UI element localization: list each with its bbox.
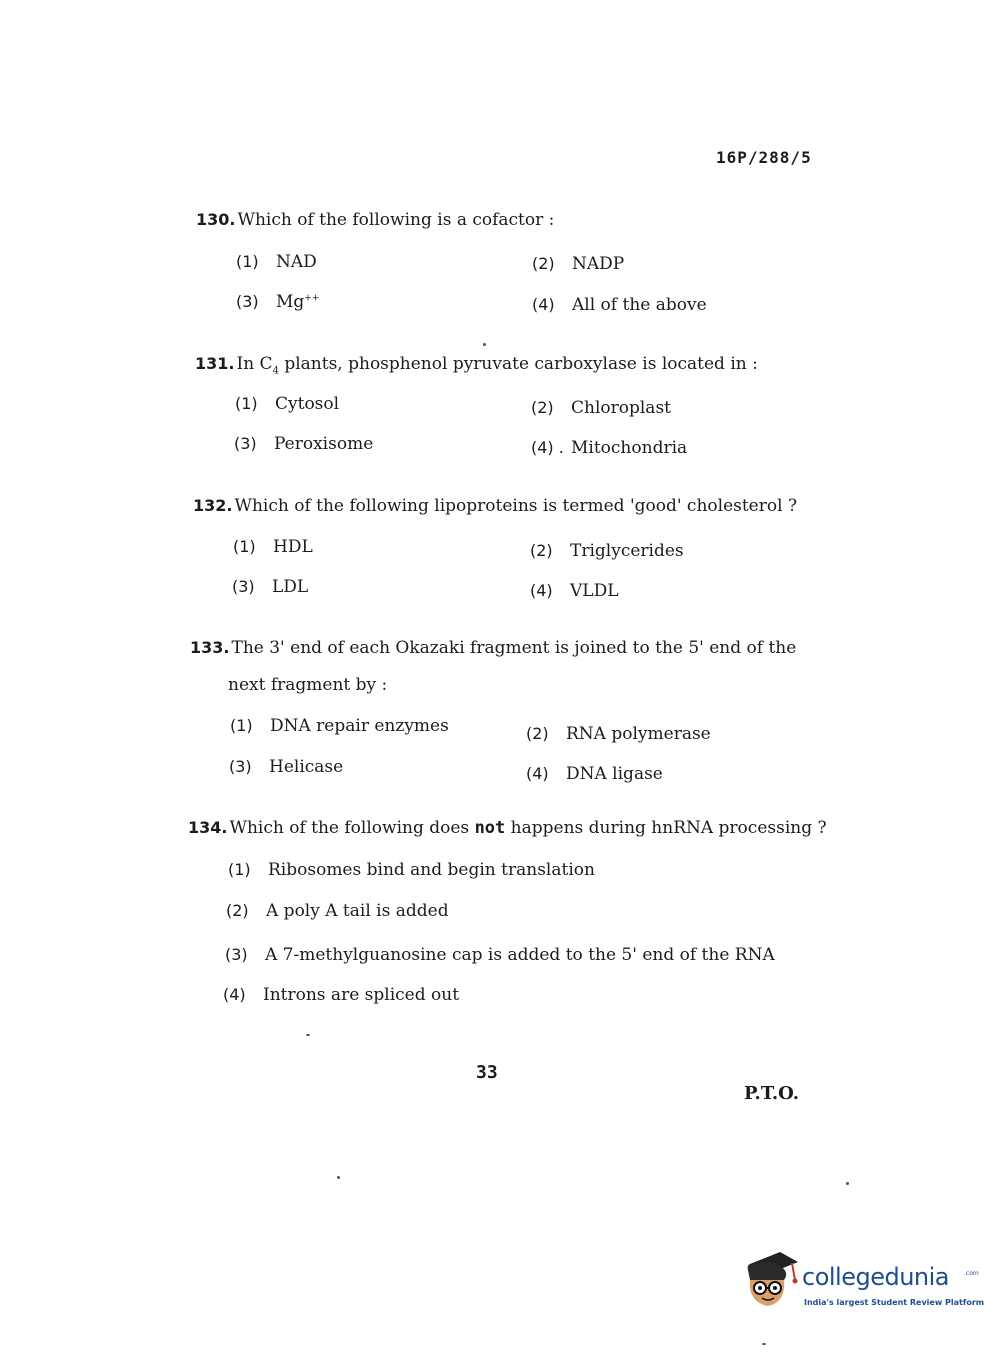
brand-tagline: India's largest Student Review Platform <box>804 1298 985 1307</box>
option-text: LDL <box>272 577 309 597</box>
option-4 <box>532 295 707 315</box>
brand-name: collegedunia <box>802 1263 950 1291</box>
please-turn-over: P.T.O. <box>744 1083 800 1104</box>
option-number: (2) <box>526 724 549 743</box>
option-number: (4) <box>223 985 246 1004</box>
option-1 <box>235 394 339 414</box>
option-text: All of the above <box>572 295 707 315</box>
question-text-a: In C <box>236 354 273 374</box>
option-text: HDL <box>273 537 313 557</box>
option-1 <box>230 716 449 736</box>
option-number: (1) <box>235 394 258 413</box>
scan-speck <box>846 1182 849 1185</box>
option-text: NAD <box>276 252 317 272</box>
option-4 <box>531 438 687 458</box>
question-text-b: plants, phosphenol pyruvate carboxylase is located in : <box>278 354 758 374</box>
option-number: (1) <box>228 860 251 879</box>
option-1 <box>228 860 595 880</box>
option-4 <box>526 764 663 784</box>
question-text-a: Which of the following does <box>229 818 475 838</box>
option-text: Chloroplast <box>571 398 671 418</box>
question-text-continued: next fragment by : <box>228 675 388 695</box>
option-3 <box>232 577 308 597</box>
option-2 <box>532 254 624 274</box>
question-text: Which of the following lipoproteins is termed 'good' cholesterol ? <box>234 496 798 516</box>
question-number: 133. <box>190 638 230 657</box>
option-3 <box>236 292 319 312</box>
scan-speck <box>337 1176 340 1179</box>
option-1 <box>233 537 313 557</box>
question-emphasis: not <box>474 818 506 838</box>
option-number: (2) <box>531 398 554 417</box>
option-number: (1) <box>233 537 256 556</box>
option-4 <box>530 581 619 601</box>
question-text-b: happens during hnRNA processing ? <box>505 818 827 838</box>
option-superscript: ++ <box>304 293 320 304</box>
option-3 <box>234 434 373 454</box>
option-text: Helicase <box>269 757 344 777</box>
option-number: (3) <box>229 757 252 776</box>
question-number: 131. <box>195 354 235 373</box>
option-1 <box>236 252 317 272</box>
option-text: Triglycerides <box>570 541 684 561</box>
option-text: A 7-methylguanosine cap is added to the 5' end of the RNA <box>265 945 775 965</box>
option-text: DNA ligase <box>566 764 663 784</box>
question-text: Which of the following is a cofactor : <box>237 210 555 230</box>
option-number: (2) <box>532 254 555 273</box>
option-number: (4) <box>530 581 553 600</box>
option-text: Peroxisome <box>274 434 374 454</box>
option-number: (2) <box>530 541 553 560</box>
option-number: (3) <box>236 292 259 311</box>
question-text: The 3' end of each Okazaki fragment is joined to the 5' end of the <box>231 638 797 658</box>
question-stem <box>196 210 554 230</box>
brand-domain: .com <box>964 1270 979 1277</box>
mascot-icon <box>740 1250 800 1314</box>
option-text: A poly A tail is added <box>266 901 449 921</box>
option-text: Mitochondria <box>571 438 688 458</box>
option-number: (1) <box>230 716 253 735</box>
option-number: (4) . <box>531 438 564 457</box>
option-number: (1) <box>236 252 259 271</box>
question-stem <box>190 638 796 658</box>
option-number: (3) <box>232 577 255 596</box>
question-stem <box>188 818 827 838</box>
option-2 <box>226 901 449 921</box>
option-4 <box>223 985 459 1005</box>
option-text: Introns are spliced out <box>263 985 460 1005</box>
option-number: (2) <box>226 901 249 920</box>
watermark-logo <box>740 1250 985 1320</box>
option-text: RNA polymerase <box>566 724 711 744</box>
question-subscript: 4 <box>272 365 279 377</box>
option-text: NADP <box>572 254 625 274</box>
question-number: 134. <box>188 818 228 837</box>
option-3 <box>225 945 775 965</box>
page-number: 33 <box>476 1062 498 1083</box>
option-number: (3) <box>234 434 257 453</box>
option-number: (4) <box>526 764 549 783</box>
option-text: Ribosomes bind and begin translation <box>268 860 595 880</box>
option-text: VLDL <box>570 581 619 601</box>
option-2 <box>530 541 684 561</box>
option-text: Mg <box>276 292 305 312</box>
question-number: 130. <box>196 210 236 229</box>
scan-speck <box>483 343 486 346</box>
option-number: (3) <box>225 945 248 964</box>
question-stem <box>193 496 797 516</box>
paper-code: 16P/288/5 <box>716 148 812 167</box>
scan-speck <box>762 1343 766 1345</box>
option-2 <box>531 398 671 418</box>
option-number: (4) <box>532 295 555 314</box>
question-stem <box>195 354 758 376</box>
question-number: 132. <box>193 496 233 515</box>
option-3 <box>229 757 343 777</box>
option-text: Cytosol <box>275 394 340 414</box>
option-text: DNA repair enzymes <box>270 716 449 736</box>
scan-speck <box>306 1034 310 1036</box>
option-2 <box>526 724 711 744</box>
